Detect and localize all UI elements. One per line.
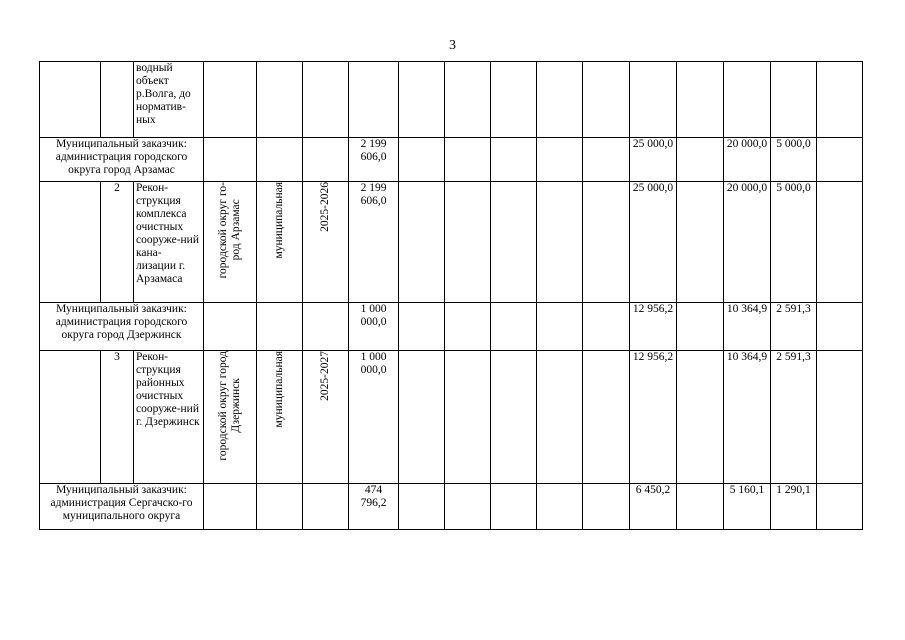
customer-row [40,138,863,182]
customer-row [40,484,863,530]
ownership-cell: муниципальная [273,351,285,428]
total-cell: 1 000 000,0 [349,351,399,484]
table-row [40,62,863,138]
value-cell: 6 450,2 [630,484,677,530]
period-cell: 2025-2026 [319,182,331,232]
page-number: 3 [449,38,456,53]
customer-row [40,303,863,351]
object-number: 2 [101,182,134,303]
territory-cell: городской округ город Дзержинск [217,351,242,461]
object-row [40,351,863,484]
object-name-cell: Рекон-струкция комплекса очистных сооруже-ний кана-лизации г. Арзамаса [134,182,204,303]
value-cell: 10 364,9 [724,351,771,484]
value-cell: 20 000,0 [724,182,771,303]
customer-cell: Муниципальный заказчик: администрация городского округа город Арзамас [40,138,204,182]
value-cell: 5 000,0 [771,182,817,303]
total-cell: 1 000 000,0 [349,303,399,351]
total-cell: 2 199 606,0 [349,182,399,303]
value-cell: 5 000,0 [771,138,817,182]
object-number: 3 [101,351,134,484]
investment-table [39,61,863,530]
value-cell: 10 364,9 [724,303,771,351]
value-cell: 1 290,1 [771,484,817,530]
object-row [40,182,863,303]
ownership-cell: муниципальная [273,182,285,259]
territory-cell: городской округ го- род Арзамас [217,182,242,279]
object-name-cell: водный объект р.Волга, до норматив-ных [134,62,204,138]
customer-cell: Муниципальный заказчик: администрация Сергачско-го муниципального округа [40,484,204,530]
value-cell: 5 160,1 [724,484,771,530]
value-cell: 2 591,3 [771,303,817,351]
value-cell: 25 000,0 [630,138,677,182]
period-cell: 2025-2027 [319,351,331,401]
value-cell: 12 956,2 [630,303,677,351]
value-cell: 25 000,0 [630,182,677,303]
value-cell: 20 000,0 [724,138,771,182]
total-cell: 474 796,2 [349,484,399,530]
total-cell: 2 199 606,0 [349,138,399,182]
value-cell: 2 591,3 [771,351,817,484]
customer-cell: Муниципальный заказчик: администрация городского округа город Дзержинск [40,303,204,351]
value-cell: 12 956,2 [630,351,677,484]
object-name-cell: Рекон-струкция районных очистных сооруже-ний г. Дзержинск [134,351,204,484]
